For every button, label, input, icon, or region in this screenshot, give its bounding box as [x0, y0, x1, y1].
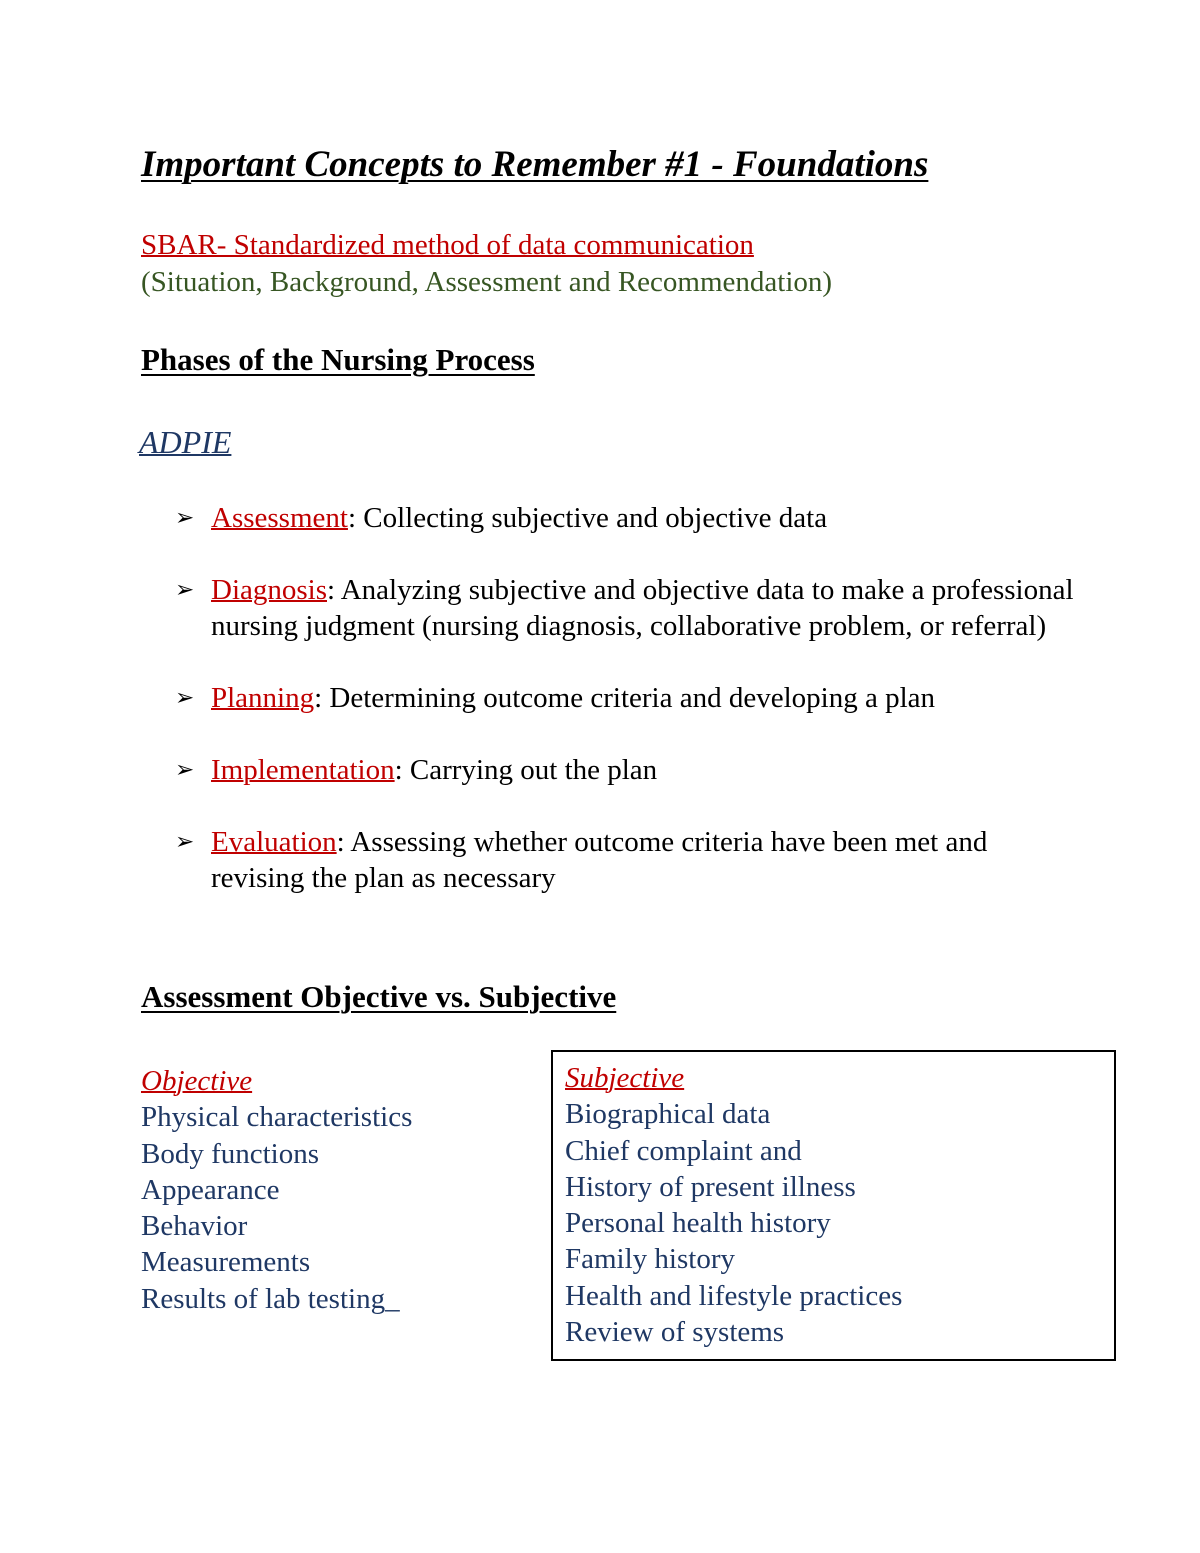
phase-description: : Determining outcome criteria and developing a plan [314, 682, 935, 714]
objective-item: Behavior [141, 1210, 248, 1243]
objective-item: Measurements [141, 1246, 311, 1279]
assessment-comparison-heading: Assessment Objective vs. Subjective [141, 979, 617, 1014]
phase-item-planning [175, 680, 1075, 716]
phase-description: : Analyzing subjective and objective data to make a professional nursing judgment (nursing diagnosis, collaborative problem, or referral) [211, 574, 1074, 642]
arrowhead-bullet-icon: ➢ [175, 577, 195, 603]
phase-name: Assessment [211, 502, 348, 534]
phase-item-evaluation [175, 824, 1075, 896]
subjective-item: Review of systems [565, 1316, 785, 1349]
phase-list [175, 500, 1075, 932]
objective-item: Results of lab testing_ [141, 1282, 400, 1315]
phase-name: Implementation [211, 754, 395, 786]
phase-description: : Assessing whether outcome criteria have been met and revising the plan as necessary [211, 826, 988, 894]
subjective-heading: Subjective [565, 1062, 685, 1094]
phase-item-assessment [175, 500, 1075, 536]
sbar-expansion: (Situation, Background, Assessment and Recommendation) [141, 266, 833, 298]
subjective-item: Personal health history [565, 1207, 831, 1240]
subjective-box [551, 1050, 1116, 1361]
nursing-process-heading: Phases of the Nursing Process [141, 342, 535, 377]
page-title: Important Concepts to Remember #1 - Foundations [141, 144, 929, 185]
phase-name: Evaluation [211, 826, 337, 858]
adpie-acronym: ADPIE [139, 424, 232, 460]
phase-name: Diagnosis [211, 574, 327, 606]
phase-description: : Collecting subjective and objective data [347, 502, 828, 534]
phase-item-diagnosis [175, 572, 1075, 644]
objective-item: Physical characteristics [141, 1101, 413, 1134]
objective-item: Body functions [141, 1137, 320, 1170]
phase-description: : Carrying out the plan [394, 754, 658, 786]
arrowhead-bullet-icon: ➢ [175, 829, 195, 855]
objective-heading: Objective [141, 1065, 253, 1097]
arrowhead-bullet-icon: ➢ [175, 757, 195, 783]
objective-item: Appearance [141, 1173, 280, 1206]
subjective-item: History of present illness [565, 1170, 856, 1203]
subjective-column [565, 1060, 1105, 1350]
arrowhead-bullet-icon: ➢ [175, 685, 195, 711]
subjective-item: Family history [565, 1243, 735, 1276]
phase-item-implementation [175, 752, 1075, 788]
sbar-heading: SBAR- Standardized method of data communication [141, 229, 754, 261]
subjective-item: Biographical data [565, 1098, 771, 1131]
objective-column [141, 1063, 521, 1317]
phase-name: Planning [211, 682, 315, 714]
arrowhead-bullet-icon: ➢ [175, 505, 195, 531]
subjective-item: Chief complaint and [565, 1134, 802, 1167]
subjective-item: Health and lifestyle practices [565, 1279, 903, 1312]
